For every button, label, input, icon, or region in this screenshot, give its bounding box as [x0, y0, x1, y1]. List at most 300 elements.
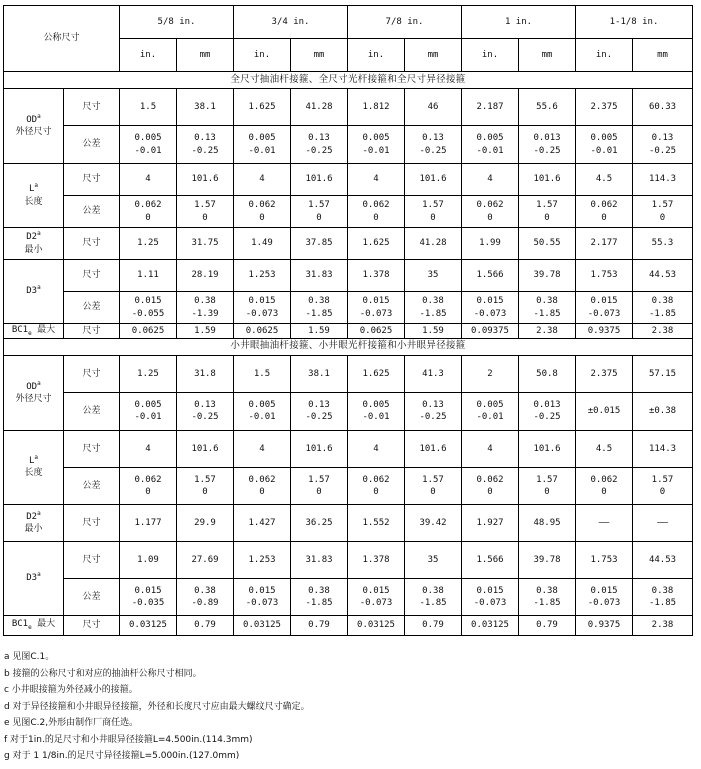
- value-cell: 50.55: [519, 228, 576, 260]
- bc1-name: 最大: [37, 619, 56, 630]
- footnote-g: g 对于 1 1/8in.的足尺寸异径接箍L=5.000in.(127.0mm): [4, 751, 240, 761]
- table-row: [4, 260, 693, 292]
- value-cell: [462, 392, 519, 430]
- value-line: -0.01: [134, 412, 162, 423]
- row-type-label: 尺寸: [64, 228, 120, 260]
- value-cell: 1.25: [120, 228, 177, 260]
- value-line: 0.13: [422, 133, 444, 144]
- row-type-label: 公差: [64, 578, 120, 615]
- value-cell: 0.0625: [348, 324, 405, 339]
- value-cell: [633, 126, 693, 164]
- value-line: 0: [145, 486, 151, 497]
- value-cell: 4: [462, 164, 519, 196]
- value-cell: 28.19: [177, 260, 234, 292]
- value-line: -0.01: [476, 145, 504, 156]
- value-line: -0.89: [191, 597, 219, 608]
- value-line: -0.073: [245, 308, 279, 319]
- value-line: 0.38: [194, 296, 216, 307]
- value-line: -0.25: [305, 412, 333, 423]
- parameter-label: [4, 504, 64, 541]
- table-row: [4, 578, 693, 615]
- size-header: 1 in.: [462, 6, 576, 39]
- size-header: 5/8 in.: [120, 6, 234, 39]
- table-row: [4, 6, 693, 39]
- value-cell: [405, 578, 462, 615]
- parameter-name: 长度: [24, 196, 43, 207]
- parameter-name: 最小: [24, 244, 43, 255]
- value-line: 0.062: [248, 200, 276, 211]
- value-cell: [234, 292, 291, 324]
- value-line: 1.57: [422, 200, 444, 211]
- value-cell: [348, 578, 405, 615]
- value-line: 0.015: [134, 585, 162, 596]
- value-cell: 1.552: [348, 504, 405, 541]
- footnote-a: a 见图C.1。: [4, 652, 55, 662]
- value-line: 0.13: [308, 133, 330, 144]
- table-row: [4, 392, 693, 430]
- value-cell: [348, 292, 405, 324]
- value-line: -0.01: [248, 145, 276, 156]
- row-type-label: 公差: [64, 292, 120, 324]
- parameter-symbol: [4, 183, 63, 195]
- value-line: 0.005: [248, 400, 276, 411]
- value-cell: 1.09: [120, 541, 177, 578]
- value-cell: [120, 196, 177, 228]
- symbol-text: L: [28, 184, 35, 195]
- size-header: 7/8 in.: [348, 6, 462, 39]
- value-cell: 2.38: [633, 615, 693, 635]
- value-cell: 101.6: [177, 430, 234, 467]
- value-cell: [462, 292, 519, 324]
- value-line: 0: [373, 212, 379, 223]
- value-line: -1.85: [305, 597, 333, 608]
- value-line: -0.01: [362, 145, 390, 156]
- value-line: 0.005: [476, 133, 504, 144]
- section-title: 小井眼抽油杆接箍、小井眼光杆接箍和小井眼异径接箍: [4, 338, 693, 355]
- value-cell: 39.42: [405, 504, 462, 541]
- value-cell: [576, 292, 633, 324]
- value-cell: [576, 196, 633, 228]
- symbol-text: D2: [26, 511, 38, 522]
- value-line: 0.015: [362, 585, 390, 596]
- row-type-label: 尺寸: [64, 164, 120, 196]
- size-header: 3/4 in.: [234, 6, 348, 39]
- value-line: 1.57: [194, 474, 216, 485]
- symbol-text: D3: [26, 573, 38, 584]
- value-cell: 1.25: [120, 355, 177, 392]
- value-line: 0.062: [476, 474, 504, 485]
- bc1-label: [4, 324, 64, 339]
- parameter-name: 外径尺寸: [15, 127, 52, 137]
- value-cell: [177, 578, 234, 615]
- value-cell: [348, 196, 405, 228]
- value-line: -1.39: [191, 308, 219, 319]
- section-title: 全尺寸抽油杆接箍、全尺寸光杆接箍和全尺寸异径接箍: [4, 72, 693, 89]
- value-line: 0: [316, 486, 322, 497]
- value-line: -0.073: [245, 597, 279, 608]
- value-line: -1.85: [419, 308, 447, 319]
- value-cell: 1.59: [405, 324, 462, 339]
- value-line: 0: [259, 486, 265, 497]
- value-line: -1.85: [648, 308, 677, 319]
- table-row: [4, 164, 693, 196]
- row-type-label: 尺寸: [64, 430, 120, 467]
- value-cell: 1.49: [234, 228, 291, 260]
- value-line: -0.25: [191, 145, 219, 156]
- value-line: -0.073: [587, 597, 621, 608]
- value-cell: 36.25: [291, 504, 348, 541]
- row-type-label: 尺寸: [64, 89, 120, 126]
- unit-mm-header: mm: [519, 39, 576, 72]
- value-cell: 44.53: [633, 260, 693, 292]
- value-cell: [519, 292, 576, 324]
- value-cell: 0.79: [291, 615, 348, 635]
- row-type-label: 公差: [64, 467, 120, 504]
- value-cell: [120, 126, 177, 164]
- value-cell: [234, 392, 291, 430]
- value-line: 0.062: [134, 474, 162, 485]
- value-cell: 2: [462, 355, 519, 392]
- value-cell: [177, 292, 234, 324]
- value-cell: 0.79: [405, 615, 462, 635]
- value-cell: 4.5: [576, 164, 633, 196]
- value-cell: [120, 392, 177, 430]
- table-row: [4, 196, 693, 228]
- value-line: -1.85: [533, 597, 561, 608]
- value-line: -0.25: [648, 145, 677, 156]
- value-cell: 27.69: [177, 541, 234, 578]
- value-line: 0: [487, 486, 493, 497]
- table-row: [4, 72, 693, 89]
- value-line: 0.062: [362, 474, 390, 485]
- value-line: 0.38: [536, 585, 558, 596]
- value-line: 1.57: [536, 474, 558, 485]
- value-cell: 101.6: [519, 430, 576, 467]
- value-cell: 41.28: [405, 228, 462, 260]
- value-line: -0.073: [473, 308, 507, 319]
- value-cell: [576, 578, 633, 615]
- value-cell: 1.427: [234, 504, 291, 541]
- value-line: 0.38: [422, 296, 444, 307]
- value-cell: 41.28: [291, 89, 348, 126]
- value-cell: 1.378: [348, 260, 405, 292]
- value-cell: 4: [348, 164, 405, 196]
- parameter-label: [4, 260, 64, 324]
- symbol-text: L: [28, 456, 35, 467]
- superscript: a: [37, 571, 41, 579]
- value-cell: [291, 578, 348, 615]
- value-cell: 1.625: [348, 355, 405, 392]
- value-cell: [405, 196, 462, 228]
- value-cell: [633, 578, 693, 615]
- value-line: 0.015: [476, 585, 504, 596]
- footnote-d: d 对于异径接箍和小井眼异径接箍，外径和长度尺寸应由最大螺纹尺寸确定。: [4, 701, 310, 712]
- value-line: -0.01: [248, 412, 276, 423]
- value-line: 1.57: [194, 200, 216, 211]
- value-line: -0.01: [362, 412, 390, 423]
- value-cell: 44.53: [633, 541, 693, 578]
- value-line: 0.38: [194, 585, 216, 596]
- value-line: 0.015: [248, 296, 276, 307]
- value-line: 0: [601, 486, 607, 497]
- table-row: [4, 467, 693, 504]
- value-cell: [291, 392, 348, 430]
- value-cell: 0.03125: [348, 615, 405, 635]
- value-line: 0.13: [194, 133, 216, 144]
- footnote-b: b 接箍的公称尺寸和对应的抽油杆公称尺寸相同。: [4, 668, 202, 679]
- value-cell: [519, 467, 576, 504]
- value-cell: 101.6: [291, 430, 348, 467]
- value-line: -0.25: [533, 145, 561, 156]
- parameter-name: 长度: [24, 468, 43, 479]
- unit-in-header: in.: [576, 39, 633, 72]
- row-type-label: 尺寸: [64, 504, 120, 541]
- value-cell: 41.3: [405, 355, 462, 392]
- value-line: 0.015: [476, 296, 504, 307]
- value-cell: 0.03125: [234, 615, 291, 635]
- table-row: [4, 324, 693, 339]
- value-line: -0.073: [587, 308, 621, 319]
- subscript: e: [28, 329, 32, 337]
- table-row: [4, 338, 693, 355]
- unit-mm-header: mm: [405, 39, 462, 72]
- row-type-label: 尺寸: [64, 260, 120, 292]
- value-line: 0: [659, 486, 666, 497]
- value-line: 1.57: [651, 200, 674, 211]
- value-line: 0.005: [476, 400, 504, 411]
- unit-mm-header: mm: [633, 39, 693, 72]
- superscript: a: [34, 454, 39, 462]
- parameter-label: [4, 89, 64, 164]
- value-cell: [519, 392, 576, 430]
- value-cell: ——: [633, 504, 693, 541]
- value-line: 0.062: [590, 474, 618, 485]
- value-cell: 1.253: [234, 260, 291, 292]
- value-cell: 55.3: [633, 228, 693, 260]
- parameter-name: 最小: [24, 523, 43, 534]
- value-cell: 1.566: [462, 260, 519, 292]
- value-cell: 1.378: [348, 541, 405, 578]
- value-cell: 1.812: [348, 89, 405, 126]
- value-line: -0.25: [533, 412, 561, 423]
- table-row: [4, 504, 693, 541]
- parameter-symbol: [4, 511, 63, 523]
- value-cell: [120, 578, 177, 615]
- value-line: 0: [430, 212, 436, 223]
- value-line: -0.073: [473, 597, 507, 608]
- bc1-symbol: BC1: [11, 325, 29, 335]
- value-cell: [291, 467, 348, 504]
- value-line: 0.013: [533, 133, 561, 144]
- value-line: -0.25: [419, 145, 447, 156]
- row-type-label: 尺寸: [64, 541, 120, 578]
- value-cell: 0.9375: [576, 615, 633, 635]
- value-line: 1.57: [536, 200, 558, 211]
- superscript: a: [37, 379, 41, 387]
- value-cell: 114.3: [633, 430, 693, 467]
- value-cell: 1.253: [234, 541, 291, 578]
- footnote-f: f 对于1in.的足尺寸和小井眼异径接箍L=4.500in.(114.3mm): [4, 734, 253, 745]
- symbol-text: OD: [26, 381, 38, 392]
- value-cell: 38.1: [291, 355, 348, 392]
- value-line: -0.055: [131, 308, 165, 319]
- value-cell: 4: [348, 430, 405, 467]
- value-cell: [234, 126, 291, 164]
- value-line: 0.38: [422, 585, 444, 596]
- value-cell: 0.79: [177, 615, 234, 635]
- value-cell: [234, 467, 291, 504]
- value-cell: 50.8: [519, 355, 576, 392]
- value-cell: 31.83: [291, 541, 348, 578]
- value-line: 0: [544, 486, 550, 497]
- value-line: 0: [659, 212, 666, 223]
- value-line: 0.005: [590, 133, 618, 144]
- row-type-label: 尺寸: [64, 355, 120, 392]
- row-type-label: 公差: [64, 196, 120, 228]
- value-line: -0.01: [476, 412, 504, 423]
- value-cell: [120, 467, 177, 504]
- superscript: a: [37, 284, 41, 292]
- value-line: 0.13: [651, 133, 674, 144]
- subscript: e: [28, 624, 32, 632]
- value-line: 0: [601, 212, 607, 223]
- value-line: 0.015: [248, 585, 276, 596]
- value-cell: 101.6: [405, 430, 462, 467]
- value-line: ±0.015: [587, 406, 621, 417]
- value-cell: [177, 196, 234, 228]
- value-cell: [576, 126, 633, 164]
- value-line: 0: [487, 212, 493, 223]
- unit-in-header: in.: [120, 39, 177, 72]
- value-line: 0.062: [248, 474, 276, 485]
- value-cell: 4: [234, 164, 291, 196]
- value-cell: [291, 126, 348, 164]
- value-cell: 55.6: [519, 89, 576, 126]
- parameter-label: [4, 355, 64, 430]
- value-cell: [405, 467, 462, 504]
- value-cell: 60.33: [633, 89, 693, 126]
- value-cell: 1.566: [462, 541, 519, 578]
- row-type-label: 公差: [64, 126, 120, 164]
- value-line: -0.25: [419, 412, 447, 423]
- value-line: 0: [430, 486, 436, 497]
- value-cell: 29.9: [177, 504, 234, 541]
- value-line: 0.062: [590, 200, 618, 211]
- value-cell: 2.38: [519, 324, 576, 339]
- value-line: -0.01: [590, 145, 618, 156]
- parameter-symbol: [4, 231, 63, 243]
- value-cell: [462, 578, 519, 615]
- value-cell: [120, 292, 177, 324]
- value-cell: [405, 126, 462, 164]
- value-cell: 1.753: [576, 260, 633, 292]
- footnotes: [4, 649, 310, 765]
- value-cell: 46: [405, 89, 462, 126]
- parameter-name: 外径尺寸: [15, 393, 52, 404]
- value-cell: [405, 292, 462, 324]
- value-line: ±0.38: [648, 406, 677, 417]
- value-line: 0.005: [134, 133, 162, 144]
- value-cell: 57.15: [633, 355, 693, 392]
- value-cell: 39.78: [519, 260, 576, 292]
- value-cell: 37.85: [291, 228, 348, 260]
- value-line: 0.38: [536, 296, 558, 307]
- value-cell: 1.11: [120, 260, 177, 292]
- value-cell: [519, 126, 576, 164]
- unit-mm-header: mm: [291, 39, 348, 72]
- value-cell: 0.03125: [120, 615, 177, 635]
- value-cell: [405, 392, 462, 430]
- value-cell: 101.6: [405, 164, 462, 196]
- value-cell: 0.0625: [234, 324, 291, 339]
- value-line: -0.073: [359, 308, 393, 319]
- value-cell: 0.09375: [462, 324, 519, 339]
- value-line: 0: [544, 212, 550, 223]
- value-line: 0: [259, 212, 265, 223]
- parameter-symbol: [4, 572, 63, 584]
- footnote-e: e 见图C.2,外形由制作厂商任选。: [4, 718, 139, 728]
- value-line: 0.015: [590, 296, 618, 307]
- value-cell: 101.6: [519, 164, 576, 196]
- value-line: 0.38: [308, 585, 330, 596]
- value-cell: [291, 196, 348, 228]
- value-line: 1.57: [422, 474, 444, 485]
- value-cell: 4: [462, 430, 519, 467]
- value-cell: [348, 126, 405, 164]
- value-cell: 1.625: [234, 89, 291, 126]
- value-line: -0.073: [359, 597, 393, 608]
- value-line: -1.85: [305, 308, 333, 319]
- table-row: [4, 355, 693, 392]
- value-cell: 101.6: [291, 164, 348, 196]
- bc1-name: 最大: [37, 325, 56, 335]
- value-line: 0: [145, 212, 151, 223]
- value-line: 1.57: [308, 474, 330, 485]
- value-line: 0.005: [248, 133, 276, 144]
- symbol-text: D2: [26, 232, 38, 243]
- value-line: 0.015: [362, 296, 390, 307]
- value-cell: 1.177: [120, 504, 177, 541]
- value-line: 0.062: [476, 200, 504, 211]
- superscript: a: [34, 182, 39, 190]
- unit-in-header: in.: [348, 39, 405, 72]
- value-cell: 2.177: [576, 228, 633, 260]
- value-cell: 101.6: [177, 164, 234, 196]
- superscript: a: [37, 112, 41, 120]
- unit-in-header: in.: [234, 39, 291, 72]
- value-cell: 2.187: [462, 89, 519, 126]
- value-cell: [576, 392, 633, 430]
- value-cell: 0.9375: [576, 324, 633, 339]
- value-cell: [462, 467, 519, 504]
- parameter-label: [4, 430, 64, 504]
- value-line: 0: [202, 212, 208, 223]
- superscript: a: [37, 230, 41, 238]
- value-line: -0.25: [191, 412, 219, 423]
- parameter-symbol: [4, 114, 63, 126]
- row-type-label: 尺寸: [64, 324, 120, 339]
- value-line: 0.38: [651, 296, 674, 307]
- table-row: [4, 292, 693, 324]
- parameter-label: [4, 228, 64, 260]
- value-line: 0.13: [308, 400, 330, 411]
- parameter-symbol: [4, 285, 63, 297]
- value-cell: [234, 196, 291, 228]
- value-cell: 1.59: [291, 324, 348, 339]
- value-cell: 2.375: [576, 355, 633, 392]
- size-header: 1-1/8 in.: [576, 6, 693, 39]
- nominal-size-header: 公称尺寸: [4, 6, 120, 72]
